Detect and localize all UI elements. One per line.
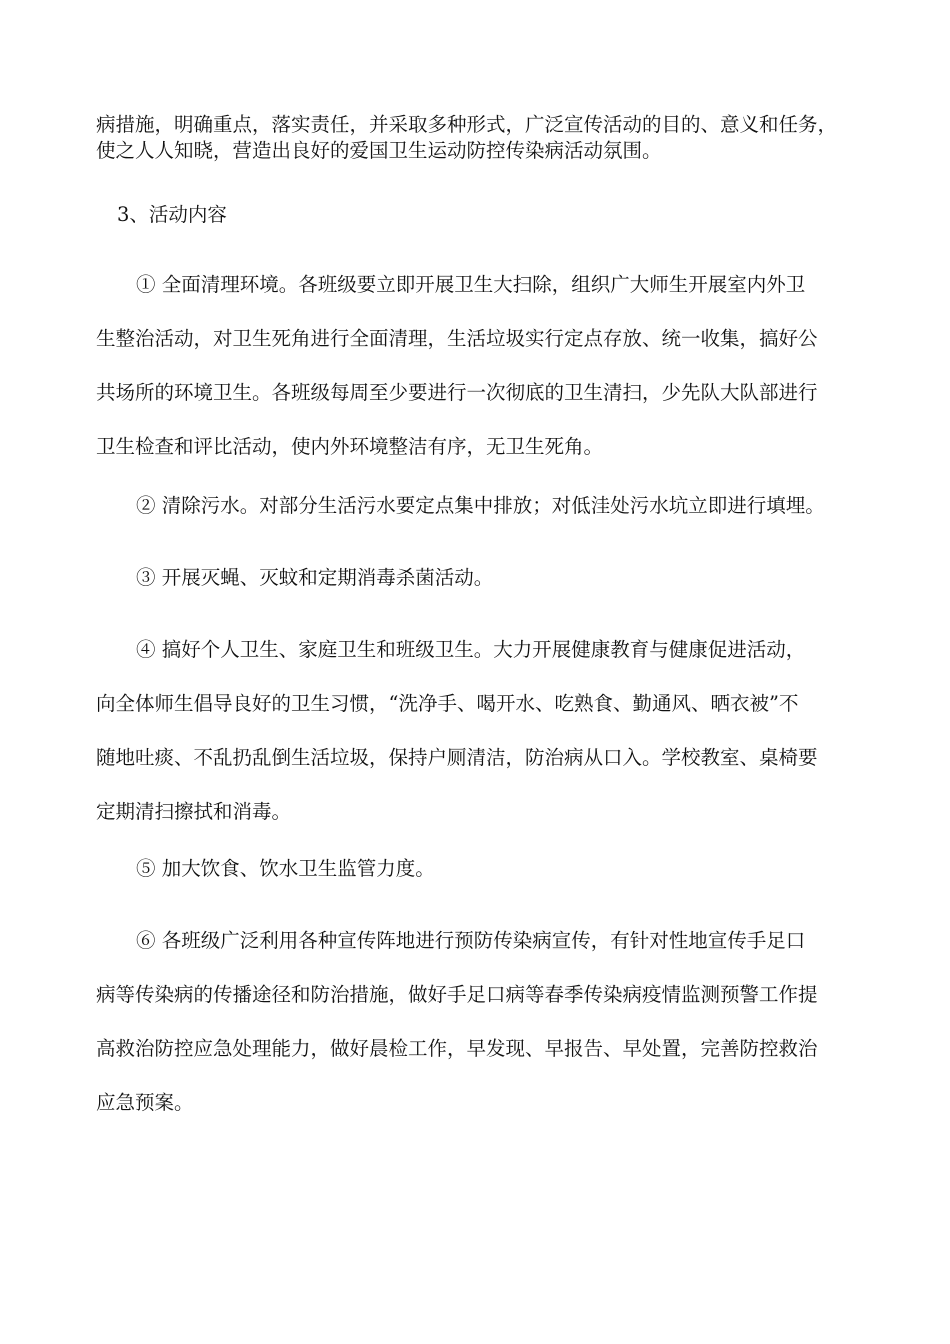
intro-paragraph	[96, 112, 856, 164]
text-line: 生整治活动，对卫生死角进行全面清理，生活垃圾实行定点存放、统一收集，搞好公	[96, 327, 818, 350]
text-line: 卫生检查和评比活动，使内外环境整洁有序，无卫生死角。	[96, 435, 604, 458]
text-line: 使之人人知晓，营造出良好的爱国卫生运动防控传染病活动氛围。	[96, 139, 662, 162]
text-line: ④ 搞好个人卫生、家庭卫生和班级卫生。大力开展健康教育与健康促进活动，	[136, 638, 806, 661]
text-line: 病措施，明确重点，落实责任，并采取多种形式，广泛宣传活动的目的、意义和任务，	[96, 113, 838, 136]
text-line: 应急预案。	[96, 1091, 194, 1114]
text-line: 定期清扫擦拭和消毒。	[96, 800, 292, 823]
text-line: 高救治防控应急处理能力，做好晨检工作，早发现、早报告、早处置，完善防控救治	[96, 1037, 818, 1060]
section-heading: 3、活动内容	[117, 203, 227, 226]
item-2-paragraph: ② 清除污水。对部分生活污水要定点集中排放；对低洼处污水坑立即进行填埋。	[136, 494, 825, 517]
item-3-paragraph: ③ 开展灭蝇、灭蚊和定期消毒杀菌活动。	[136, 566, 494, 589]
text-line: 病等传染病的传播途径和防治措施，做好手足口病等春季传染病疫情监测预警工作提	[96, 983, 818, 1006]
text-line: ⑥ 各班级广泛利用各种宣传阵地进行预防传染病宣传，有针对性地宣传手足口	[136, 929, 806, 952]
item-1-paragraph	[96, 272, 856, 488]
text-line: 共场所的环境卫生。各班级每周至少要进行一次彻底的卫生清扫，少先队大队部进行	[96, 381, 818, 404]
text-line: 随地吐痰、不乱扔乱倒生活垃圾，保持户厕清洁，防治病从口入。学校教室、桌椅要	[96, 746, 818, 769]
text-line: 向全体师生倡导良好的卫生习惯，“洗净手、喝开水、吃熟食、勤通风、晒衣被”不	[96, 692, 799, 715]
item-6-paragraph	[96, 928, 856, 1144]
text-line: ① 全面清理环境。各班级要立即开展卫生大扫除，组织广大师生开展室内外卫	[136, 273, 806, 296]
item-4-paragraph	[96, 637, 856, 853]
item-5-paragraph: ⑤ 加大饮食、饮水卫生监管力度。	[136, 857, 435, 880]
